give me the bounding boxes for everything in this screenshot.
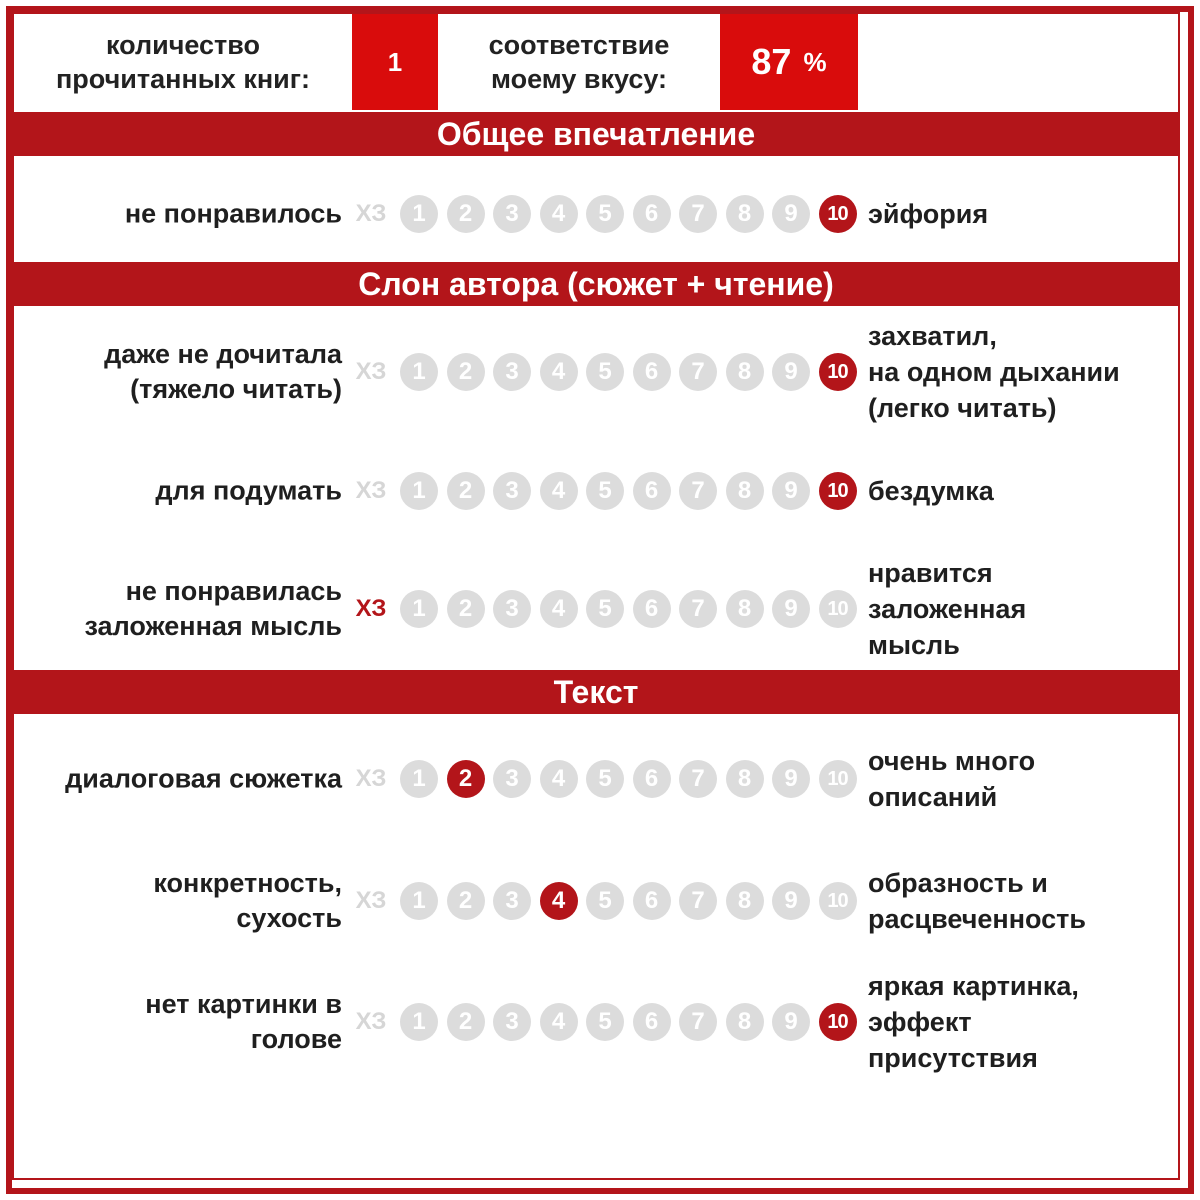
rating-scale (354, 1002, 864, 1042)
rating-option-7[interactable]: 7 (679, 353, 717, 391)
rating-card (12, 12, 1180, 1180)
rating-row (14, 842, 1178, 960)
rating-scale (354, 589, 864, 629)
rating-scale (354, 352, 864, 392)
rating-option-8[interactable]: 8 (726, 195, 764, 233)
rating-option-5[interactable]: 5 (586, 882, 624, 920)
rating-min-label: для подумать (155, 475, 342, 506)
rating-option-5[interactable]: 5 (586, 760, 624, 798)
rating-option-none[interactable]: ХЗ (355, 595, 387, 622)
rating-option-10[interactable]: 10 (819, 882, 857, 920)
rating-option-1[interactable]: 1 (400, 353, 438, 391)
rating-max-label: образность и расцвеченность (868, 868, 1086, 934)
rating-option-4[interactable]: 4 (540, 882, 578, 920)
rating-option-none[interactable]: ХЗ (355, 200, 387, 227)
rating-option-7[interactable]: 7 (679, 760, 717, 798)
rating-option-10[interactable]: 10 (819, 195, 857, 233)
rating-option-none[interactable]: ХЗ (355, 477, 387, 504)
rating-min-label: диалоговая сюжетка (65, 763, 342, 794)
rating-option-6[interactable]: 6 (633, 353, 671, 391)
rating-option-2[interactable]: 2 (447, 760, 485, 798)
rating-option-8[interactable]: 8 (726, 472, 764, 510)
rating-option-1[interactable]: 1 (400, 590, 438, 628)
rating-option-4[interactable]: 4 (540, 195, 578, 233)
rating-option-7[interactable]: 7 (679, 1003, 717, 1041)
rating-option-5[interactable]: 5 (586, 195, 624, 233)
rating-option-4[interactable]: 4 (540, 1003, 578, 1041)
rating-option-3[interactable]: 3 (493, 195, 531, 233)
books-count-label: количество прочитанных книг: (56, 30, 310, 94)
rating-scale (354, 194, 864, 234)
rating-option-3[interactable]: 3 (493, 590, 531, 628)
rating-option-5[interactable]: 5 (586, 353, 624, 391)
rating-option-9[interactable]: 9 (772, 472, 810, 510)
rating-option-9[interactable]: 9 (772, 353, 810, 391)
rating-option-2[interactable]: 2 (447, 590, 485, 628)
rating-option-8[interactable]: 8 (726, 353, 764, 391)
rating-option-none[interactable]: ХЗ (355, 1008, 387, 1035)
rating-option-3[interactable]: 3 (493, 882, 531, 920)
rating-row (14, 716, 1178, 842)
rating-min-label: даже не дочитала (тяжело читать) (104, 339, 342, 404)
rating-max-label: бездумка (868, 476, 994, 506)
percent-sign: % (803, 46, 827, 77)
rating-max-label: эйфория (868, 199, 989, 229)
rating-scale (354, 881, 864, 921)
rating-option-7[interactable]: 7 (679, 882, 717, 920)
rating-option-8[interactable]: 8 (726, 760, 764, 798)
rating-option-3[interactable]: 3 (493, 1003, 531, 1041)
section-header: Слон автора (сюжет + чтение) (14, 260, 1178, 308)
section-header: Текст (14, 668, 1178, 716)
rating-min-label: не понравилось (124, 198, 342, 229)
rating-option-8[interactable]: 8 (726, 1003, 764, 1041)
taste-match-value (720, 14, 858, 110)
rating-min-label: нет картинки в голове (145, 989, 342, 1054)
rating-option-10[interactable]: 10 (819, 472, 857, 510)
rating-option-9[interactable]: 9 (772, 760, 810, 798)
rating-option-4[interactable]: 4 (540, 760, 578, 798)
rating-option-2[interactable]: 2 (447, 1003, 485, 1041)
rating-option-10[interactable]: 10 (819, 353, 857, 391)
rating-option-10[interactable]: 10 (819, 590, 857, 628)
rating-max-label: нравится заложенная мысль (868, 558, 1027, 660)
rating-max-label: очень много описаний (868, 746, 1036, 812)
rating-option-6[interactable]: 6 (633, 195, 671, 233)
rating-max-label: захватил, на одном дыхании (легко читать) (868, 321, 1120, 423)
rating-option-1[interactable]: 1 (400, 882, 438, 920)
rating-option-6[interactable]: 6 (633, 1003, 671, 1041)
rating-option-9[interactable]: 9 (772, 882, 810, 920)
rating-option-4[interactable]: 4 (540, 590, 578, 628)
rating-row (14, 312, 1178, 432)
rating-option-6[interactable]: 6 (633, 760, 671, 798)
rating-option-none[interactable]: ХЗ (355, 765, 387, 792)
rating-option-8[interactable]: 8 (726, 590, 764, 628)
rating-option-5[interactable]: 5 (586, 1003, 624, 1041)
rating-scale (354, 759, 864, 799)
rating-option-6[interactable]: 6 (633, 472, 671, 510)
rating-option-4[interactable]: 4 (540, 472, 578, 510)
rating-option-2[interactable]: 2 (447, 353, 485, 391)
rating-option-3[interactable]: 3 (493, 353, 531, 391)
rating-option-9[interactable]: 9 (772, 590, 810, 628)
rating-option-7[interactable]: 7 (679, 195, 717, 233)
rating-option-3[interactable]: 3 (493, 760, 531, 798)
rating-max-label: яркая картинка, эффект присутствия (868, 971, 1079, 1073)
taste-match-label: соответствие моему вкусу: (488, 30, 670, 94)
rating-option-8[interactable]: 8 (726, 882, 764, 920)
rating-row (14, 432, 1178, 550)
rating-option-3[interactable]: 3 (493, 472, 531, 510)
rating-option-none[interactable]: ХЗ (355, 358, 387, 385)
rating-option-5[interactable]: 5 (586, 590, 624, 628)
rating-option-10[interactable]: 10 (819, 1003, 857, 1041)
rating-option-6[interactable]: 6 (633, 882, 671, 920)
rating-option-none[interactable]: ХЗ (355, 887, 387, 914)
rating-option-6[interactable]: 6 (633, 590, 671, 628)
rating-option-7[interactable]: 7 (679, 590, 717, 628)
rating-option-10[interactable]: 10 (819, 760, 857, 798)
rating-option-9[interactable]: 9 (772, 195, 810, 233)
rating-option-2[interactable]: 2 (447, 472, 485, 510)
rating-scale (354, 471, 864, 511)
rating-option-1[interactable]: 1 (400, 760, 438, 798)
rating-min-label: конкретность, сухость (153, 868, 342, 933)
books-count-value: 1 (352, 14, 438, 110)
rating-option-9[interactable]: 9 (772, 1003, 810, 1041)
rating-min-label: не понравилась заложенная мысль (84, 576, 342, 641)
rating-option-1[interactable]: 1 (400, 1003, 438, 1041)
rating-row (14, 550, 1178, 668)
rating-row (14, 960, 1178, 1084)
rating-option-7[interactable]: 7 (679, 472, 717, 510)
section-header: Общее впечатление (14, 110, 1178, 158)
taste-match-number: 87 (751, 41, 792, 82)
summary-bar (14, 14, 1178, 110)
rating-option-1[interactable]: 1 (400, 472, 438, 510)
rating-option-2[interactable]: 2 (447, 195, 485, 233)
rating-row (14, 164, 1178, 264)
rating-option-2[interactable]: 2 (447, 882, 485, 920)
rating-option-1[interactable]: 1 (400, 195, 438, 233)
rating-option-4[interactable]: 4 (540, 353, 578, 391)
rating-option-5[interactable]: 5 (586, 472, 624, 510)
